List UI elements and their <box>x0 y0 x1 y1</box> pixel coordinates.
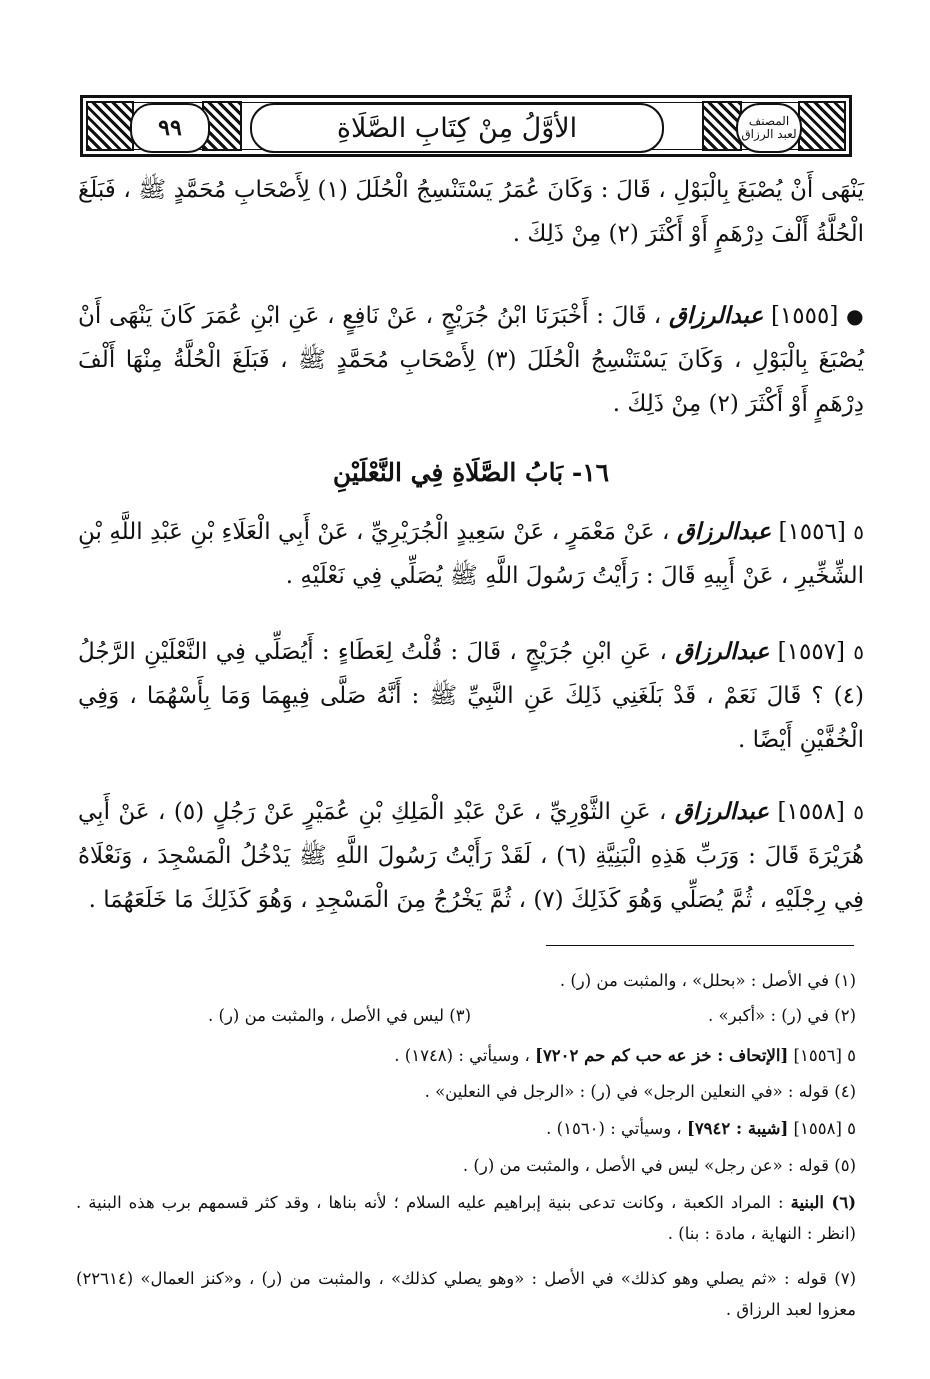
footnote-term: (٦) البنية <box>790 1193 856 1212</box>
source-note-1556 <box>76 1040 856 1071</box>
hadith-number: [١٥٥٧] <box>777 639 846 665</box>
source-rest: ، وسيأتي : (١٧٤٨) . <box>394 1046 530 1065</box>
bullet-icon: ● <box>846 304 864 328</box>
bullet-icon: ٥ <box>847 1119 856 1138</box>
hadith-text: ، عَنِ ابْنِ جُرَيْجٍ ، قَالَ : قُلْتُ لِعَطَاءٍ : أَيُصَلِّي فِي النَّعْلَيْنِ الرَّجُلُ (٤) ؟ قَالَ نَعَمْ ، قَدْ بَلَغَنِي ذَلِكَ عَنِ النَّبِيِّ ﷺ : أَنَّهُ صَلَّى فِيهِمَا وَمَا بِأَسْهُمَا ، وَفِي الْخُفَّيْنِ أَيْضًا . <box>78 639 864 753</box>
footnote-4: (٤) قوله : «في النعلين الرجل» في (ر) : «الرجل في النعلين» . <box>424 1082 856 1101</box>
hadith-text: ، قَالَ : أَخْبَرَنَا ابْنُ جُرَيْجٍ ، عَنْ نَافِعٍ ، عَنِ ابْنِ عُمَرَ كَانَ يَنْهَى أَنْ يُصْبَغَ بِالْبَوْلِ ، وَكَانَ يَسْتَنْسِجُ الْحُلَلَ (٣) لِأَصْحَابِ مُحَمَّدٍ ﷺ ، فَبَلَغَ الْحُلَّةُ مِنْهَا أَلْفَ دِرْهَمٍ أَوْ أَكْثَرَ (٢) مِنْ ذَلِكَ . <box>78 303 865 417</box>
source-rest: ، وسيأتي : (١٥٦٠) . <box>546 1119 682 1138</box>
ornament-icon <box>86 101 134 151</box>
bullet-icon: ٥ <box>853 520 865 544</box>
bullet-icon: ٥ <box>847 1046 856 1065</box>
hadith-number: [١٥٥٨] <box>777 799 845 825</box>
footnote-2: (٢) في (ر) : «أكبر» . <box>708 1006 856 1025</box>
narrator-name: عبدالرزاق <box>669 302 764 329</box>
hadith-1556 <box>78 510 864 598</box>
hadith-number: [١٥٥٦] <box>778 519 846 545</box>
hadith-text: ، عَنْ مَعْمَرٍ ، عَنْ سَعِيدٍ الْجُرَيْرِيِّ ، عَنْ أَبِي الْعَلَاءِ بْنِ عَبْدِ اللَّهِ بْنِ الشِّخِّيرِ ، عَنْ أَبِيهِ قَالَ : رَأَيْتُ رَسُولَ اللَّهِ ﷺ يُصَلِّي فِي نَعْلَيْهِ . <box>78 519 864 589</box>
running-header <box>80 95 852 157</box>
hadith-1557 <box>78 630 864 762</box>
chapter-heading: ١٦- بَابُ الصَّلَاةِ فِي النَّعْلَيْنِ <box>332 458 610 487</box>
hadith-1558 <box>78 790 864 922</box>
footnote-7: (٧) قوله : «ثم يصلي وهو كذلك» في الأصل : «وهو يصلي كذلك» ، والمثبت من (ر) ، و«كنز العمال» (٢٢٦١٤) معزوا لعبد الرزاق . <box>76 1269 856 1319</box>
narrator-name: عبدالرزاق <box>674 798 770 825</box>
source-number: [١٥٥٦] <box>793 1046 842 1065</box>
bullet-icon: ٥ <box>853 800 864 824</box>
source-note-1558 <box>76 1113 856 1144</box>
footnote-3: (٣) ليس في الأصل ، والمثبت من (ر) . <box>208 1006 471 1025</box>
narrator-name: عبدالرزاق <box>676 518 772 545</box>
page-number: ٩٩ <box>130 103 210 153</box>
hadith-number: [١٥٥٥] <box>770 303 839 329</box>
footnote-6 <box>76 1187 856 1249</box>
ornament-icon <box>798 101 846 151</box>
bullet-icon: ٥ <box>853 640 865 664</box>
footnote-divider <box>546 945 854 946</box>
book-logo: المصنف لعبد الرزاق <box>736 103 802 153</box>
source-number: [١٥٥٨] <box>793 1119 842 1138</box>
header-title: الأوَّلُ مِنْ كِتَابِ الصَّلَاةِ <box>250 103 664 153</box>
narrator-name: عبدالرزاق <box>675 638 770 665</box>
source-reference: [شيبة : ٧٩٤٢] <box>687 1119 789 1138</box>
hadith-text: ، عَنِ الثَّوْرِيِّ ، عَنْ عَبْدِ الْمَلِكِ بْنِ عُمَيْرٍ عَنْ رَجُلٍ (٥) ، عَنْ أَبِي هُرَيْرَةَ قَالَ : وَرَبِّ هَذِهِ الْبَنِيَّةِ (٦) ، لَقَدْ رَأَيْتُ رَسُولَ اللَّهِ ﷺ يَدْخُلُ الْمَسْجِدَ ، وَنَعْلَاهُ فِي رِجْلَيْهِ ، ثُمَّ يُصَلِّي وَهُوَ كَذَلِكَ (٧) ، ثُمَّ يَخْرُجُ مِنَ الْمَسْجِدِ ، وَهُوَ كَذَلِكَ مَا خَلَعَهُمَا . <box>78 799 864 913</box>
source-reference: [الإتحاف : خز عه حب كم حم ٧٢٠٢] <box>535 1046 789 1065</box>
paragraph-continuation: يَنْهَى أَنْ يُصْبَغَ بِالْبَوْلِ ، قَالَ : وَكَانَ عُمَرُ يَسْتَنْسِجُ الْحُلَلَ (١) لِأَصْحَابِ مُحَمَّدٍ ﷺ ، فَبَلَغَ الْحُلَّةُ أَلْفَ دِرْهَمٍ أَوْ أَكْثَرَ (٢) مِنْ ذَلِكَ . <box>78 177 864 247</box>
footnote-5: (٥) قوله : «عن رجل» ليس في الأصل ، والمثبت من (ر) . <box>462 1156 856 1175</box>
footnote-1: (١) في الأصل : «بحلل» ، والمثبت من (ر) . <box>559 971 856 990</box>
hadith-1555 <box>78 294 864 426</box>
footnote-text: : المراد الكعبة ، وكانت تدعى بنية إبراهيم عليه السلام ؛ لأنه بناها ، وقد كثر قسمهم برب هذه البنية . (انظر : النهاية ، مادة : بنا) . <box>76 1193 856 1243</box>
